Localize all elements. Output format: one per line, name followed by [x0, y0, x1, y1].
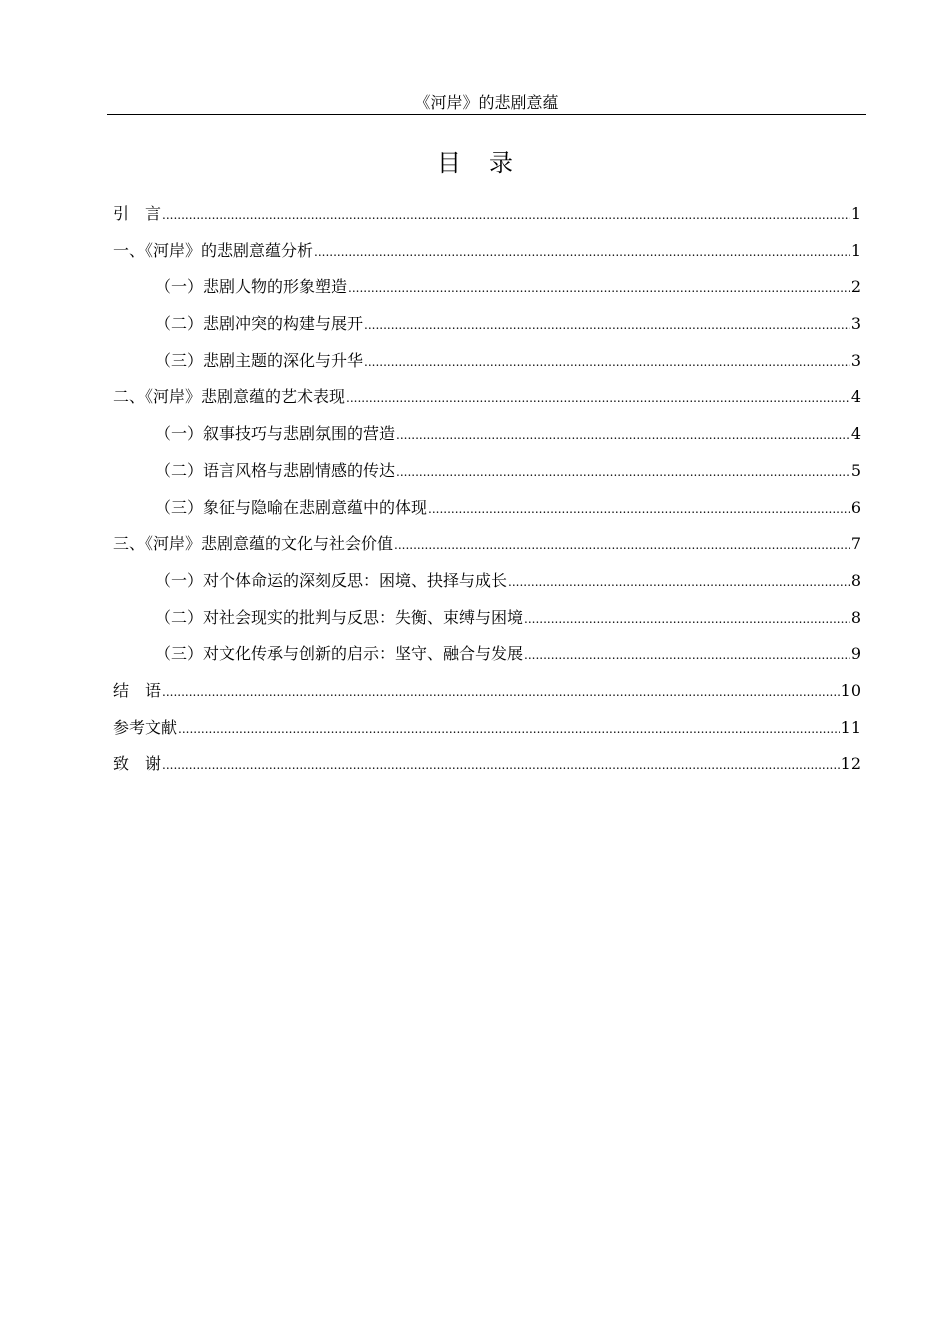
toc-entry-page: 3 [850, 314, 861, 334]
toc-entry-label: （一）悲剧人物的形象塑造 [155, 277, 348, 297]
toc-entry-label: 参考文献 [113, 717, 178, 737]
toc-entry-section-1-3[interactable] [113, 347, 861, 384]
toc-entry-page: 6 [850, 497, 861, 517]
toc-leader-dots [314, 238, 850, 266]
toc-entry-page: 8 [850, 570, 861, 590]
toc-entry-label: （二）语言风格与悲剧情感的传达 [155, 460, 396, 480]
toc-entry-page: 1 [850, 204, 861, 223]
toc-title [0, 146, 950, 180]
toc-entry-section-3-1[interactable] [113, 567, 861, 604]
toc-leader-dots [162, 751, 840, 779]
toc-leader-dots [396, 458, 850, 486]
toc-entry-references[interactable] [113, 714, 861, 751]
toc-entry-page: 2 [850, 277, 861, 297]
toc-leader-dots [162, 678, 840, 706]
toc-entry-label: 结 语 [113, 680, 162, 700]
toc-entry-conclusion[interactable] [113, 677, 861, 714]
toc-entry-page: 11 [840, 717, 861, 737]
running-header-title: 《河岸》的悲剧意蕴 [414, 93, 559, 112]
toc-leader-dots [394, 531, 850, 559]
toc-title-part2: 录 [489, 149, 513, 177]
toc-entry-page: 7 [850, 534, 861, 554]
toc-entry-section-2-1[interactable] [113, 420, 861, 457]
running-header [107, 92, 866, 115]
toc-leader-dots [364, 348, 850, 376]
toc-entry-page: 1 [850, 240, 861, 260]
toc-entry-section-1-2[interactable] [113, 310, 861, 347]
toc-entry-section-2-2[interactable] [113, 457, 861, 494]
toc-leader-dots [396, 421, 850, 449]
toc-entry-label: 引 言 [113, 204, 162, 223]
toc-entry-label: （一）对个体命运的深刻反思：困境、抉择与成长 [155, 570, 508, 590]
toc-leader-dots [508, 568, 850, 596]
toc-leader-dots [524, 641, 850, 669]
toc-entry-label: 三、《河岸》悲剧意蕴的文化与社会价值 [113, 534, 394, 554]
toc-entry-page: 10 [840, 680, 861, 700]
toc-leader-dots [178, 715, 840, 743]
toc-leader-dots [348, 274, 850, 302]
toc-entry-section-1-1[interactable] [113, 273, 861, 310]
toc-entry-chapter-1[interactable] [113, 237, 861, 274]
toc-leader-dots [524, 605, 850, 633]
toc-entry-page: 5 [850, 460, 861, 480]
toc-entry-section-3-3[interactable] [113, 640, 861, 677]
toc-entry-page: 4 [850, 424, 861, 444]
toc-entry-label: （三）悲剧主题的深化与升华 [155, 350, 364, 370]
toc-entry-page: 12 [840, 754, 861, 774]
toc-entry-chapter-3[interactable] [113, 530, 861, 567]
toc-title-part1: 目 [437, 149, 461, 177]
toc-entry-label: （一）叙事技巧与悲剧氛围的营造 [155, 424, 396, 444]
toc-entry-label: 一、《河岸》的悲剧意蕴分析 [113, 240, 314, 260]
toc-entry-label: （三）对文化传承与创新的启示：坚守、融合与发展 [155, 644, 524, 664]
toc-leader-dots [428, 495, 850, 523]
toc-leader-dots [364, 311, 850, 339]
toc-entry-chapter-2[interactable] [113, 383, 861, 420]
toc-leader-dots [346, 384, 850, 412]
toc-entry-page: 3 [850, 350, 861, 370]
toc-entry-page: 9 [850, 644, 861, 664]
toc-entry-section-3-2[interactable] [113, 604, 861, 641]
toc-entry-page: 8 [850, 607, 861, 627]
toc-entry-acknowledgements[interactable] [113, 750, 861, 787]
toc-entry-label: 致 谢 [113, 754, 162, 774]
toc-entry-section-2-3[interactable] [113, 494, 861, 531]
toc-list [113, 200, 861, 787]
toc-entry-label: （二）悲剧冲突的构建与展开 [155, 314, 364, 334]
toc-leader-dots [162, 201, 850, 229]
toc-entry-label: （二）对社会现实的批判与反思：失衡、束缚与困境 [155, 607, 524, 627]
toc-entry-introduction[interactable] [113, 200, 861, 237]
toc-entry-label: （三）象征与隐喻在悲剧意蕴中的体现 [155, 497, 428, 517]
toc-entry-label: 二、《河岸》悲剧意蕴的艺术表现 [113, 387, 346, 407]
toc-entry-page: 4 [850, 387, 861, 407]
